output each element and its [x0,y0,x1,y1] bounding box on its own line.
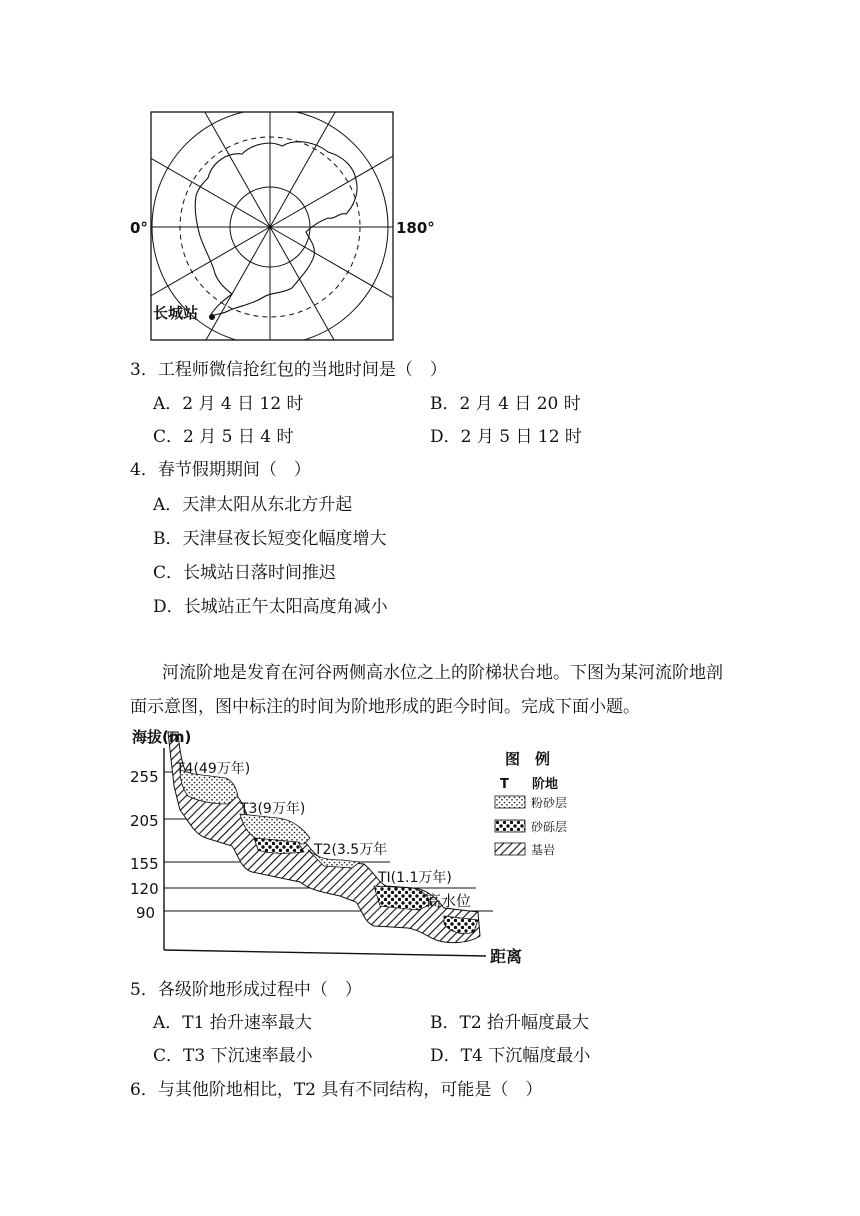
station-marker [209,314,215,320]
legend-gravel-label: 砂砾层 [531,820,568,834]
question-6-stem: 6．与其他阶地相比，T2 具有不同结构，可能是（ ） [130,1080,543,1100]
tick-90: 90 [136,904,156,922]
label-t4: T4(49万年) [176,761,251,777]
question-3-option-b: B．2 月 4 日 20 时 [430,394,581,414]
legend-title: 图 例 [505,750,551,768]
legend-silt-label: 粉砂层 [531,796,568,810]
label-t1: TI(1.1万年) [378,870,452,886]
question-4-option-d: D．长城站正午太阳高度角减小 [153,597,388,617]
question-4-option-a: A．天津太阳从东北方升起 [153,495,353,515]
t1-gravel-layer [374,886,432,910]
question-3-option-c: C．2 月 5 日 4 时 [153,427,294,447]
legend-t-label: 阶地 [532,777,559,792]
legend-bedrock-label: 基岩 [531,843,556,857]
question-5-option-a: A．T1 抬升速率最大 [153,1013,312,1033]
x-axis-label: 距离 [490,947,523,966]
y-axis-label: 海拔(m) [132,728,192,746]
tick-155: 155 [130,855,159,873]
question-5-stem: 5．各级阶地形成过程中（ ） [130,980,362,1000]
question-4-stem: 4．春节假期期间（ ） [130,460,311,480]
legend-gravel-swatch [495,820,525,832]
legend [495,750,567,857]
question-4-option-c: C．长城站日落时间推迟 [153,563,337,583]
passage-text: 河流阶地是发育在河谷两侧高水位之上的阶梯状台地。下图为某河流阶地剖面示意图，图中标注的时间为阶地形成的距今时间。完成下面小题。 [130,663,723,717]
map-label-0: 0° [130,219,148,237]
station-label: 长城站 [153,304,199,322]
map-label-180: 180° [396,219,435,237]
terrace-profile-figure [128,726,588,972]
label-high-water: 高水位 [426,892,472,910]
question-5-option-d: D．T4 下沉幅度最小 [430,1046,591,1066]
tick-205: 205 [130,812,159,830]
question-4-option-b: B．天津昼夜长短变化幅度增大 [153,529,387,549]
question-3-stem: 3．工程师微信抢红包的当地时间是（ ） [130,360,447,380]
question-5-option-c: C．T3 下沉速率最小 [153,1046,313,1066]
question-5-option-b: B．T2 抬升幅度最大 [430,1013,590,1033]
legend-bedrock-swatch [495,843,525,855]
question-3-option-a: A．2 月 4 日 12 时 [153,394,304,414]
question-3-option-d: D．2 月 5 日 12 时 [430,427,582,447]
legend-t-symbol: T [500,777,509,792]
legend-silt-swatch [495,796,525,808]
label-t2: T2(3.5万年 [314,842,388,858]
x-axis [164,950,486,956]
tick-120: 120 [130,880,159,898]
polar-map-figure [120,100,440,350]
tick-255: 255 [130,768,159,786]
label-t3: T3(9万年) [240,801,306,817]
